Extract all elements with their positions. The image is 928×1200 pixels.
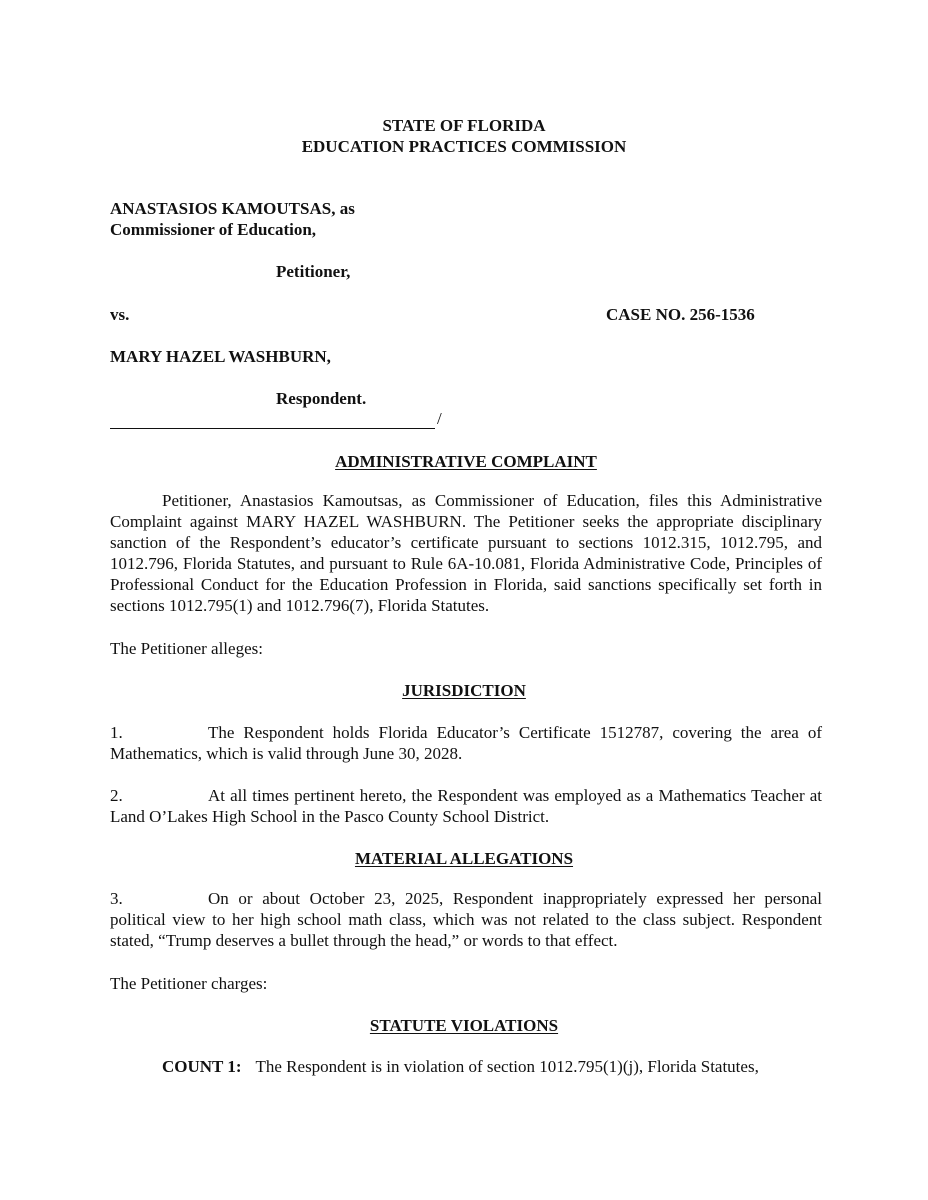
charges-line: The Petitioner charges:	[110, 974, 268, 993]
case-number: CASE NO. 256-1536	[606, 305, 755, 324]
respondent-label: Respondent.	[276, 389, 367, 408]
paragraph-3-number: 3.	[110, 889, 123, 908]
count-1	[162, 1056, 759, 1077]
commission-heading: EDUCATION PRACTICES COMMISSION	[301, 137, 627, 156]
petitioner-title: Commissioner of Education,	[110, 220, 317, 239]
state-heading: STATE OF FLORIDA	[382, 116, 546, 135]
petitioner-name: ANASTASIOS KAMOUTSAS, as	[110, 199, 355, 218]
paragraph-1-text: The Respondent holds Florida Educator’s Certificate 1512787, covering the area of Mathematics, which is valid through June 30, 2028.	[110, 723, 822, 763]
petitioner-label: Petitioner,	[276, 262, 351, 281]
respondent-name: MARY HAZEL WASHBURN,	[110, 347, 331, 366]
jurisdiction-heading: JURISDICTION	[402, 681, 526, 700]
caption-slash: /	[437, 409, 442, 428]
paragraph-2-number: 2.	[110, 786, 123, 805]
paragraph-2	[110, 785, 822, 827]
document-header	[0, 115, 928, 157]
complaint-title: ADMINISTRATIVE COMPLAINT	[335, 452, 597, 471]
material-allegations-heading: MATERIAL ALLEGATIONS	[354, 849, 574, 868]
vs-label: vs.	[110, 305, 130, 324]
paragraph-1-number: 1.	[110, 723, 123, 742]
count-1-text: The Respondent is in violation of section 1012.795(1)(j), Florida Statutes,	[255, 1057, 759, 1076]
intro-paragraph: Petitioner, Anastasios Kamoutsas, as Commissioner of Education, files this Administrative Complaint against MARY HAZEL WASHBURN. The Petitioner seeks the appropriate disciplinary sanction of the Respondent’s educator’s certificate pursuant to sections 1012.315, 1012.795, and 1012.796, Florida Statutes, and pursuant to Rule 6A-10.081, Florida Administrative Code, Principles of Professional Conduct for the Education Profession in Florida, said sanctions specifically set forth in sections 1012.795(1) and 1012.796(7), Florida Statutes.	[110, 491, 822, 615]
alleges-line: The Petitioner alleges:	[110, 639, 263, 658]
paragraph-3-text: On or about October 23, 2025, Respondent inappropriately expressed her personal political view to her high school math class, which was not related to the class subject. Respondent stated, “Trump deserves a bullet through the head,” or words to that effect.	[110, 889, 822, 950]
count-1-label: COUNT 1:	[162, 1057, 242, 1076]
paragraph-2-text: At all times pertinent hereto, the Respondent was employed as a Mathematics Teacher at Land O’Lakes High School in the Pasco County School District.	[110, 786, 822, 826]
paragraph-1	[110, 722, 822, 764]
paragraph-3	[110, 888, 822, 951]
caption-divider-line	[110, 428, 435, 429]
statute-violations-heading: STATUTE VIOLATIONS	[369, 1016, 559, 1035]
petitioner-block	[110, 198, 355, 240]
